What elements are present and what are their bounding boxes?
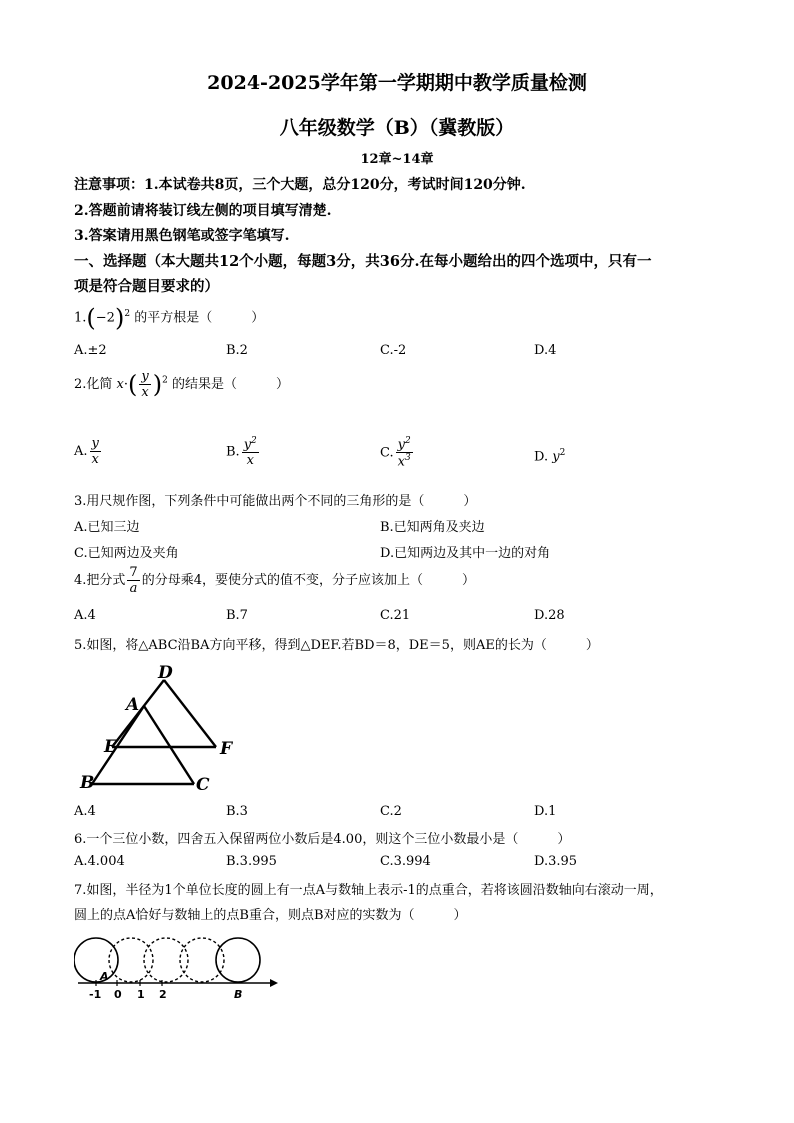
notice-line-3: 3.答案请用黑色钢笔或签字笔填写. xyxy=(74,228,290,244)
question-7-line-1: 7.如图，半径为1个单位长度的圆上有一点A与数轴上表示-1的点重合，若将该圆沿数轴向右滚动一周， xyxy=(74,883,663,898)
section-heading-line-2: 项是符合题目要求的） xyxy=(74,278,219,295)
q3-option-d[interactable]: D.已知两边及其中一边的对角 xyxy=(380,546,551,561)
chapter-range: 12章~14章 xyxy=(360,152,434,167)
q1-option-c[interactable]: C.-2 xyxy=(380,343,407,358)
q2-prefix: 2.化简 xyxy=(74,377,113,392)
question-6: 6.一个三位小数，四舍五入保留两位小数后是4.00，则这个三位小数最小是（ ） xyxy=(74,832,571,847)
label-a: A xyxy=(126,695,140,715)
q2-option-b[interactable]: B. $\frac{y^2}{x}$ xyxy=(226,436,257,469)
q4-option-b[interactable]: B.7 xyxy=(226,608,248,623)
q1-option-b[interactable]: B.2 xyxy=(226,343,248,358)
tick-label-2: 2 xyxy=(159,988,167,1001)
circle-rolling-3 xyxy=(180,938,224,982)
q6-option-d[interactable]: D.3.95 xyxy=(534,854,578,869)
tick-label-0: 0 xyxy=(114,988,122,1001)
q1-option-d[interactable]: D.4 xyxy=(534,343,557,358)
q3-option-a[interactable]: A.已知三边 xyxy=(74,520,140,535)
label-d: D xyxy=(158,663,173,683)
q5-option-a[interactable]: A.4 xyxy=(74,804,96,819)
label-f: F xyxy=(220,739,233,759)
q1-base: −2 xyxy=(95,310,115,326)
label-c: C xyxy=(196,775,210,795)
question-4: 4.把分式 $\frac{7}{a}$ 的分母乘4，要使分式的值不变，分子应该加上（ ） xyxy=(74,565,475,596)
label-b: B xyxy=(80,773,95,793)
q4-fraction: $\frac{7}{a}$ xyxy=(129,565,138,596)
q5-triangle-figure xyxy=(74,660,254,800)
q2-option-a[interactable]: A. $\frac{y}{x}$ xyxy=(74,436,99,467)
q6-option-a[interactable]: A.4.004 xyxy=(74,854,125,869)
number-line-arrow xyxy=(270,979,278,987)
q4-option-a[interactable]: A.4 xyxy=(74,608,96,623)
notice-line-2: 2.答题前请将装订线左侧的项目填写清楚. xyxy=(74,203,332,219)
q1-exponent: 2 xyxy=(124,309,131,320)
question-2: 2.化简 x·( $\frac{y}{x}$ )$^2$ 的结果是（ ） xyxy=(74,369,290,400)
q6-option-c[interactable]: C.3.994 xyxy=(380,854,431,869)
q4-option-d[interactable]: D.28 xyxy=(534,608,565,623)
q2-suffix: 的结果是（ ） xyxy=(172,377,290,392)
circle-rolling-1 xyxy=(109,938,153,982)
q5-option-d[interactable]: D.1 xyxy=(534,804,557,819)
q4-option-c[interactable]: C.21 xyxy=(380,608,411,623)
q5-option-b[interactable]: B.3 xyxy=(226,804,248,819)
exam-title: 2024-2025学年第一学期期中教学质量检测 xyxy=(207,72,587,94)
section-heading-line-1: 一、选择题（本大题共12个小题，每题3分，共36分.在每小题给出的四个选项中，只有一 xyxy=(74,253,652,270)
q1-option-a[interactable]: A.±2 xyxy=(74,343,107,358)
circle-end xyxy=(216,938,260,982)
label-a: A xyxy=(100,970,109,983)
circle-start xyxy=(74,938,118,982)
question-3: 3.用尺规作图，下列条件中可能做出两个不同的三角形的是（ ） xyxy=(74,494,477,509)
line-ac xyxy=(144,706,194,784)
q2-var: x xyxy=(116,377,124,392)
tick-label-1: 1 xyxy=(137,988,145,1001)
q3-option-b[interactable]: B.已知两角及夹边 xyxy=(380,520,485,535)
line-df xyxy=(164,680,216,747)
q1-number: 1. xyxy=(74,310,87,326)
q5-option-c[interactable]: C.2 xyxy=(380,804,402,819)
label-b: B xyxy=(234,988,243,1001)
q2-fraction: $\frac{y}{x}$ xyxy=(141,369,149,400)
question-5: 5.如图，将△ABC沿BA方向平移，得到△DEF.若BD＝8，DE＝5，则AE的长为（ ） xyxy=(74,638,599,653)
notice-line-1: 注意事项：1.本试卷共8页，三个大题，总分120分，考试时间120分钟. xyxy=(74,177,526,193)
q6-option-b[interactable]: B.3.995 xyxy=(226,854,277,869)
question-1: $1.(-2)^2$ 的平方根是（ ） xyxy=(74,304,265,332)
q2-option-d[interactable]: D. $y^2$ xyxy=(534,448,566,465)
label-e: E xyxy=(104,737,117,757)
circle-rolling-2 xyxy=(144,938,188,982)
q3-option-c[interactable]: C.已知两边及夹角 xyxy=(74,546,179,561)
q7-rolling-circle-figure xyxy=(74,928,284,1004)
q2-option-c[interactable]: C. $\frac{y^2}{x^3}$ xyxy=(380,436,411,470)
line-ab xyxy=(92,706,144,784)
tick-label-neg1: -1 xyxy=(89,988,102,1001)
q2-exponent: 2 xyxy=(162,375,168,386)
q1-text: 的平方根是（ ） xyxy=(134,310,265,326)
exam-subtitle: 八年级数学（B）（冀教版） xyxy=(279,117,515,139)
question-7-line-2: 圆上的点A恰好与数轴上的点B重合，则点B对应的实数为（ ） xyxy=(74,908,467,923)
